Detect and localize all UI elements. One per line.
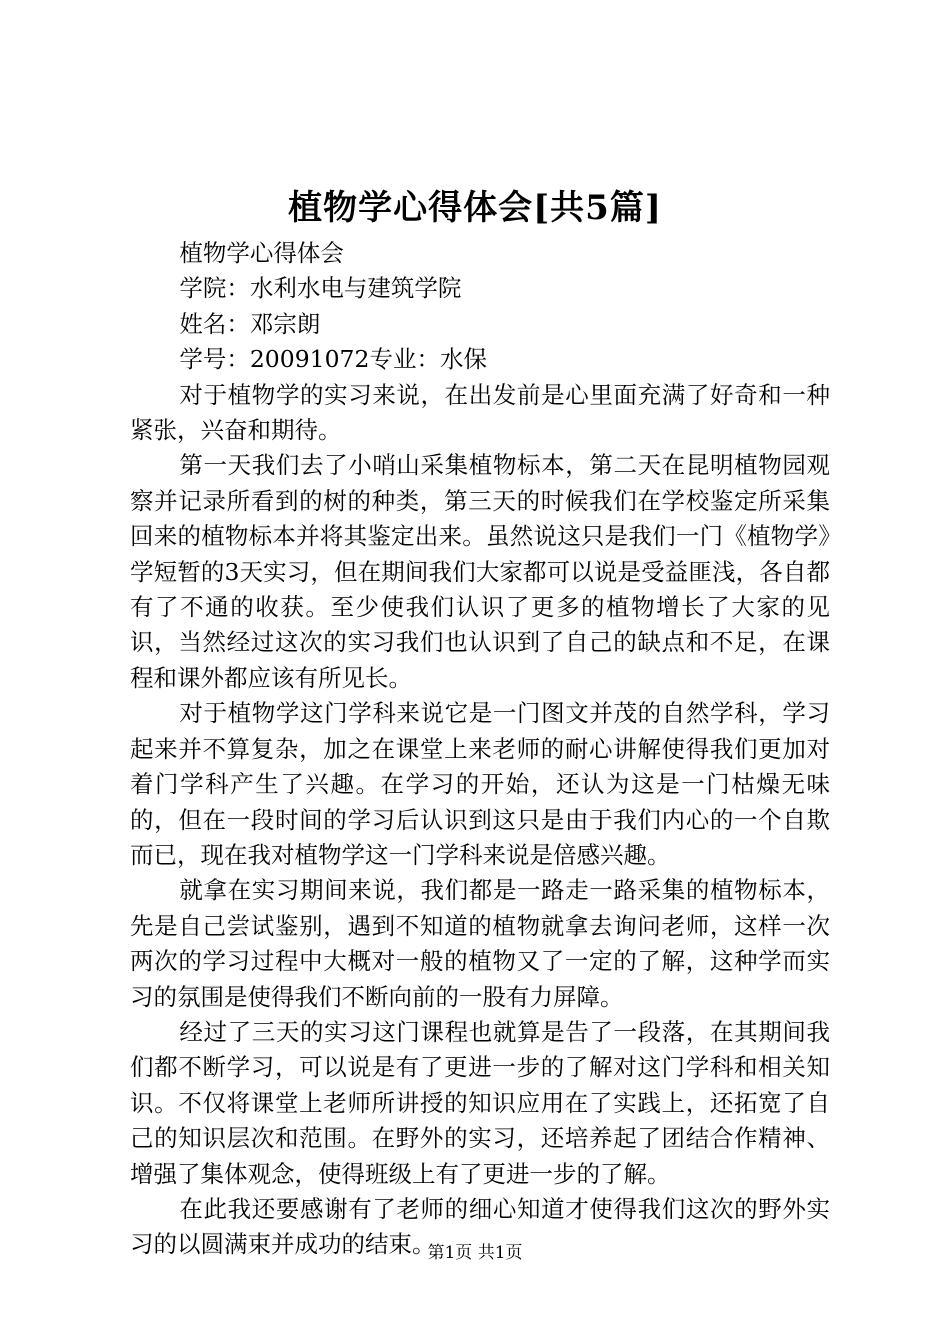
meta-heading: 植物学心得体会	[179, 239, 344, 267]
paragraph: 对于植物学的实习来说，在出发前是心里面充满了好奇和一种紧张，兴奋和期待。	[130, 380, 830, 445]
paragraph: 对于植物学这门学科来说它是一门图文并茂的自然学科，学习起来并不算复杂，加之在课堂上来老师的耐心讲解使得我们更加对着门学科产生了兴趣。在学习的开始，还认为这是一门枯燥无味的，但在一段时间的学习后认识到这只是由于我们内心的一个自欺而已，现在我对植物学这一门学科来说是倍感兴趣。	[130, 699, 830, 869]
paragraph: 就拿在实习期间来说，我们都是一路走一路采集的植物标本，先是自己尝试鉴别，遇到不知道的植物就拿去询问老师，这样一次两次的学习过程中大概对一般的植物又了一定的了解，这种学而实习的氛围是使得我们不断向前的一股有力屏障。	[130, 876, 830, 1011]
paragraph: 第一天我们去了小哨山采集植物标本，第二天在昆明植物园观察并记录所看到的树的种类，第三天的时候我们在学校鉴定所采集回来的植物标本并将其鉴定出来。虽然说这只是我们一门《植物学》学短暂的3天实习，但在期间我们大家都可以说是受益匪浅，各自都有了不通的收获。至少使我们认识了更多的植物增长了大家的见识，当然经过这次的实习我们也认识到了自己的缺点和不足，在课程和课外都应该有所见长。	[130, 451, 830, 692]
meta-college: 学院：水利水电与建筑学院	[179, 274, 462, 303]
page-footer: 第1页 共1页	[427, 1243, 523, 1263]
paragraph: 经过了三天的实习这门课程也就算是告了一段落，在其期间我们都不断学习，可以说是有了更进一步的了解对这门学科和相关知识。不仅将课堂上老师所讲授的知识应用在了实践上，还拓宽了自己的知识层次和范围。在野外的实习，还培养起了团结合作精神、增强了集体观念，使得班级上有了更进一步的了解。	[130, 1017, 830, 1188]
meta-name: 姓名：邓宗朗	[179, 309, 321, 338]
document-title: 植物学心得体会[共5篇]	[288, 188, 662, 228]
document-body	[130, 236, 830, 1263]
meta-student-id: 学号：20091072专业：水保	[179, 345, 487, 374]
paragraph: 在此我还要感谢有了老师的细心知道才使得我们这次的野外实习的以圆满束并成功的结束。	[130, 1194, 830, 1259]
